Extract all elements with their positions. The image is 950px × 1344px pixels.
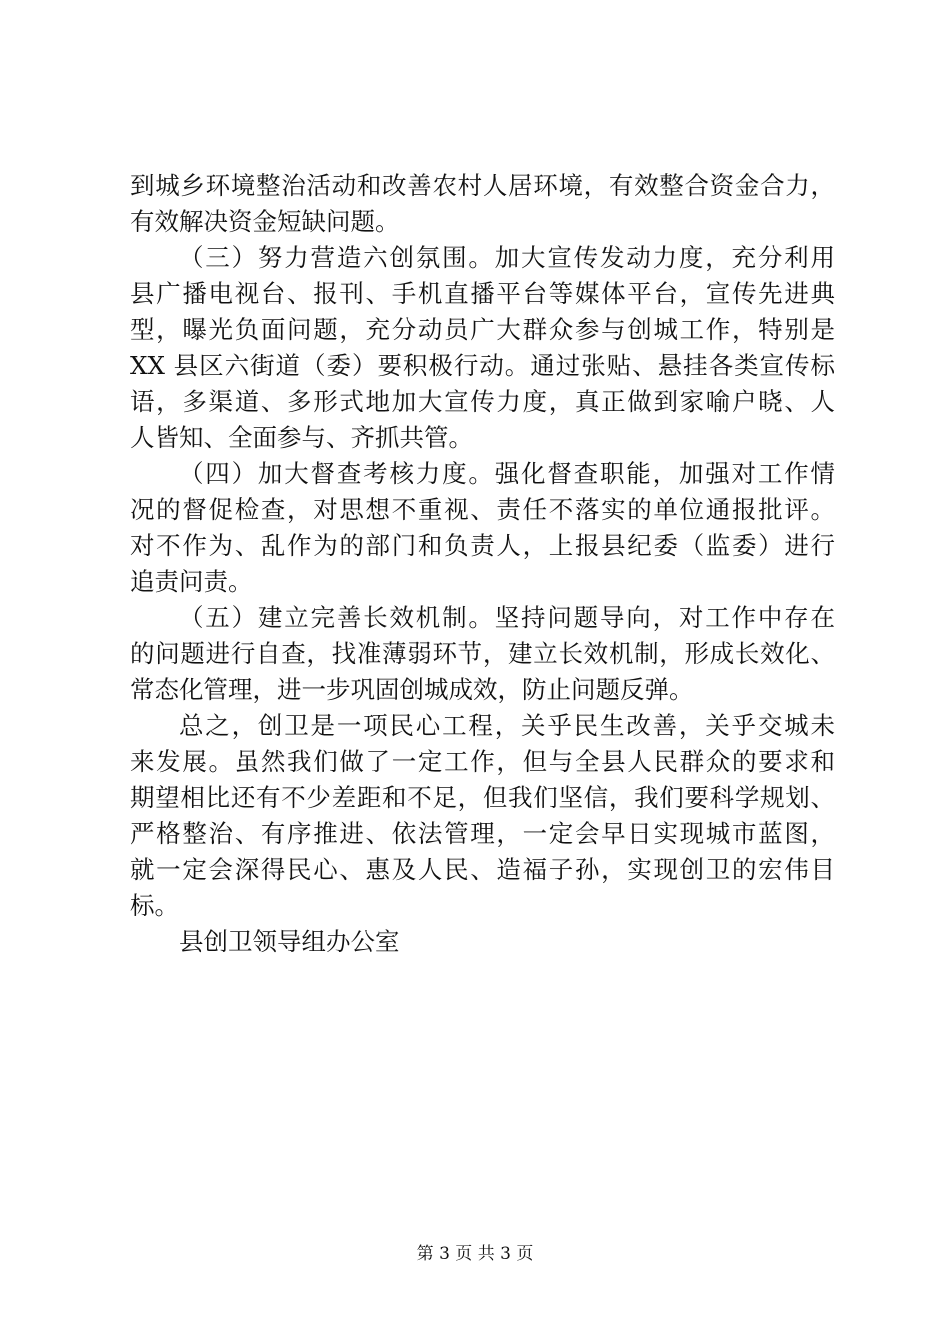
paragraph-line: 来发展。虽然我们做了一定工作，但与全县人民群众的要求和 — [130, 747, 835, 776]
paragraph-line: 严格整治、有序推进、依法管理，一定会早日实现城市蓝图， — [130, 819, 835, 848]
paragraph-line: （三）努力营造六创氛围。加大宣传发动力度，充分利用 — [179, 243, 835, 272]
paragraph-line: （四）加大督查考核力度。强化督查职能，加强对工作情 — [179, 459, 835, 488]
paragraph-line: 追责问责。 — [130, 567, 253, 596]
paragraph-line: 有效解决资金短缺问题。 — [130, 207, 400, 236]
paragraph-line: 标。 — [130, 891, 179, 920]
signature-line: 县创卫领导组办公室 — [179, 927, 400, 956]
paragraph-line: 县广播电视台、报刊、手机直播平台等媒体平台，宣传先进典 — [130, 279, 835, 308]
paragraph-line: （五）建立完善长效机制。坚持问题导向，对工作中存在 — [179, 603, 835, 632]
paragraph-line: 对不作为、乱作为的部门和负责人，上报县纪委（监委）进行 — [130, 531, 835, 560]
paragraph-line: 型，曝光负面问题，充分动员广大群众参与创城工作，特别是 — [130, 315, 835, 344]
paragraph-line: 就一定会深得民心、惠及人民、造福子孙，实现创卫的宏伟目 — [130, 855, 835, 884]
paragraph-line: 的问题进行自查，找准薄弱环节，建立长效机制，形成长效化、 — [130, 639, 835, 668]
paragraph-line: 期望相比还有不少差距和不足，但我们坚信，我们要科学规划、 — [130, 783, 835, 812]
paragraph-line: XX 县区六街道（委）要积极行动。通过张贴、悬挂各类宣传标 — [130, 351, 835, 380]
paragraph-line: 常态化管理，进一步巩固创城成效，防止问题反弹。 — [130, 675, 694, 704]
paragraph-line: 总之，创卫是一项民心工程，关乎民生改善，关乎交城未 — [179, 711, 835, 740]
paragraph-line: 语，多渠道、多形式地加大宣传力度，真正做到家喻户晓、人 — [130, 387, 835, 416]
paragraph-line: 到城乡环境整治活动和改善农村人居环境，有效整合资金合力， — [130, 171, 835, 200]
paragraph-line: 人皆知、全面参与、齐抓共管。 — [130, 423, 473, 452]
paragraph-line: 况的督促检查，对思想不重视、责任不落实的单位通报批评。 — [130, 495, 835, 524]
document-body — [130, 168, 835, 960]
page-number-footer: 第 3 页 共 3 页 — [416, 1244, 534, 1264]
